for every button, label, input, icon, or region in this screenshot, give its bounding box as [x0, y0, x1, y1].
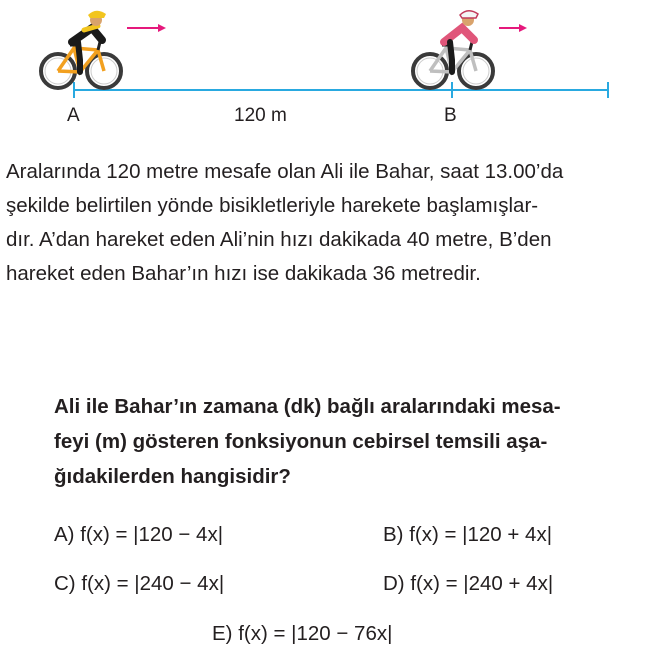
option-a[interactable]: A) f(x) = |120 − 4x| [54, 523, 224, 546]
point-a-label: A [67, 105, 80, 126]
cyclist-figure [0, 0, 648, 135]
point-b-label: B [444, 105, 457, 126]
problem-statement [6, 155, 642, 291]
option-b[interactable]: B) f(x) = |120 + 4x| [383, 523, 553, 546]
intro-line: hareket eden Bahar’ın hızı ise dakikada 36 metredir. [6, 262, 481, 285]
distance-label: 120 m [234, 105, 287, 126]
option-c[interactable]: C) f(x) = |240 − 4x| [54, 572, 225, 595]
arrowhead-a-icon [158, 24, 166, 32]
cyclist-a-icon [41, 11, 121, 88]
intro-line: dır. A’dan hareket eden Ali’nin hızı dakikada 40 metre, B’den [6, 228, 552, 251]
option-e[interactable]: E) f(x) = |120 − 76x| [212, 622, 393, 645]
question-line: Ali ile Bahar’ın zamana (dk) bağlı aralarındaki mesa- [54, 395, 561, 418]
arrowhead-b-icon [519, 24, 527, 32]
question-line: ğıdakilerden hangisidir? [54, 465, 291, 488]
track-diagram [0, 0, 648, 135]
cyclist-b-icon [413, 11, 493, 88]
intro-line: Aralarında 120 metre mesafe olan Ali ile Bahar, saat 13.00’da [6, 160, 564, 183]
intro-line: şekilde belirtilen yönde bisikletleriyle harekete başlamışlar- [6, 194, 539, 217]
question-line: feyi (m) gösteren fonksiyonun cebirsel temsili aşa- [54, 430, 548, 453]
option-d[interactable]: D) f(x) = |240 + 4x| [383, 572, 554, 595]
question-text [54, 389, 642, 494]
